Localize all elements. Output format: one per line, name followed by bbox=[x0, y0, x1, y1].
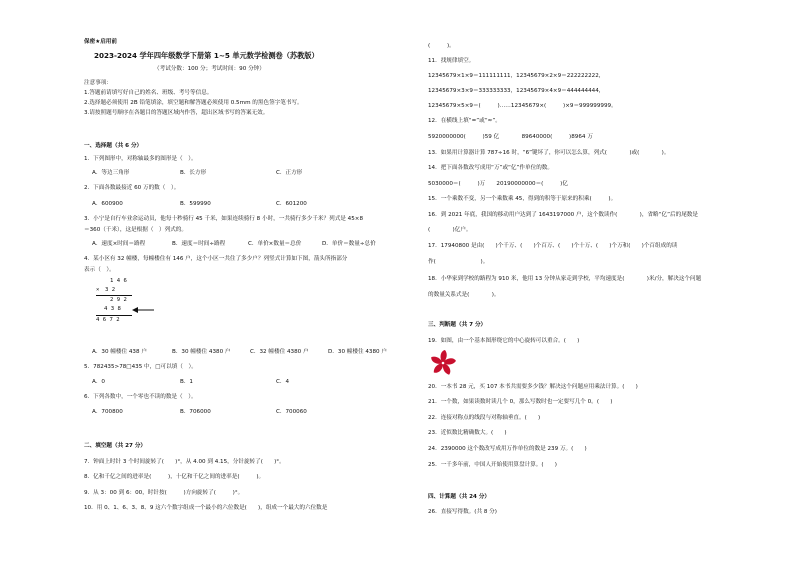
exam-info: （考试分数：100 分；考试时间：90 分钟） bbox=[154, 66, 265, 72]
question-23: 23．近似数比精确数大。( ) bbox=[428, 430, 507, 436]
question-22: 22．连接对称点的线段与对称轴垂直。( ) bbox=[428, 415, 541, 421]
rotated-petal-figure-icon bbox=[428, 348, 458, 378]
question-1: 1．下列图形中，对称轴最多的图形是（ ）。 bbox=[84, 156, 197, 162]
q6-option-b: B．706000 bbox=[180, 409, 211, 415]
question-12: 12．在横线上填“=”或“≈”。 bbox=[428, 118, 501, 124]
question-6: 6．下列各数中，一个零也不读的数是（ ）。 bbox=[84, 394, 197, 400]
section-2-heading: 二、填空题（共 27 分） bbox=[84, 443, 147, 449]
question-19: 19．如图，由一个基本图形绕它的中心旋转可以重合。( ) bbox=[428, 338, 580, 344]
q11-line-1: 12345679×1×9＝111111111，12345679×2×9＝222222222， bbox=[428, 73, 605, 79]
question-4-line-1: 4．某小区有 32 幢楼，每幢楼住有 146 户，这个小区一共住了多少户？列竖式计算如下图，箭头所指部分 bbox=[84, 256, 348, 262]
section-4-heading: 四、计算题（共 24 分） bbox=[428, 494, 491, 500]
question-2: 2．下面各数最接近 60 万的数（ ）。 bbox=[84, 185, 180, 191]
q1-option-b: B．长方形 bbox=[180, 170, 207, 176]
section-3-heading: 三、判断题（共 7 分） bbox=[428, 322, 487, 328]
q2-option-b: B．599990 bbox=[180, 201, 211, 207]
q11-line-2: 12345679×3×9＝333333333，12345679×4×9＝444444444， bbox=[428, 88, 605, 94]
q12-line-1: 5920000000( )59 亿 89640000( )8964 万 bbox=[428, 134, 593, 140]
q3-option-a: A．速度×时间＝路程 bbox=[92, 241, 146, 247]
calc-rule-2 bbox=[96, 315, 132, 316]
notice-heading: 注意事项： bbox=[84, 80, 112, 86]
question-4-line-2: 表示（ ）。 bbox=[84, 267, 115, 273]
arrow-left-icon bbox=[132, 306, 154, 314]
q18-line-2: 的数量关系式是( )。 bbox=[428, 292, 500, 298]
q10-continuation: ( )。 bbox=[428, 43, 455, 49]
page-title: 2023-2024 学年四年级数学下册第 1~5 单元数学检测卷（苏教版） bbox=[94, 51, 319, 60]
calc-product: 4 6 7 2 bbox=[96, 317, 120, 323]
notice-3: 3.请按照题号顺序在各题目的答题区域内作答，超出区域书写的答案无效。 bbox=[84, 110, 269, 116]
question-26: 26．直接写得数。(共 8 分) bbox=[428, 509, 497, 515]
q6-option-c: C．700060 bbox=[276, 409, 307, 415]
question-3-line-2: ＝360（千米），这是根据（ ）列式的。 bbox=[84, 227, 187, 233]
notice-1: 1.答题前请填写好自己的姓名、班级、考号等信息。 bbox=[84, 90, 213, 96]
question-24: 24．2390000 这个数改写成用万作单位的数是 239 万。( ) bbox=[428, 446, 587, 452]
question-5: 5．782435>78□435 中，□可以填（ ）。 bbox=[84, 364, 197, 370]
calc-multiplier: × 3 2 bbox=[96, 287, 116, 293]
calc-multiplicand: 1 4 6 bbox=[110, 278, 127, 284]
question-10: 10．用 0、1、6、3、8、9 这六个数字组成一个最小的六位数是( )，组成一个最大的六位数是 bbox=[84, 505, 328, 511]
q2-option-a: A．600900 bbox=[92, 201, 123, 207]
q1-option-a: A．等边三角形 bbox=[92, 170, 130, 176]
q3-option-d: D．单价＝数量÷总价 bbox=[322, 241, 376, 247]
question-14: 14．把下面各数改写成用“万”或“亿”作单位的数。 bbox=[428, 165, 553, 171]
question-8: 8．亿和千亿之间的进率是( )，十亿和千亿之间的进率是( )。 bbox=[84, 474, 265, 480]
section-1-heading: 一、选择题（共 6 分） bbox=[84, 143, 143, 149]
calc-rule-1 bbox=[96, 295, 132, 296]
q3-option-c: C．单价×数量＝总价 bbox=[248, 241, 302, 247]
question-18: 18．小华家到学校的路程为 910 米，他用 13 分钟从家走到学校，平均速度是( )米/分，解决这个问题 bbox=[428, 276, 702, 282]
q4-option-b: B．30 幢楼住 4380 户 bbox=[172, 349, 231, 355]
question-25: 25．一千多年前，中国人开始使用算盘计算。( ) bbox=[428, 462, 557, 468]
q4-option-c: C．32 幢楼住 4380 户 bbox=[250, 349, 309, 355]
calc-partial-2: 4 3 8 bbox=[104, 306, 121, 312]
q4-option-d: D．30 幢楼住 4380 户 bbox=[328, 349, 387, 355]
question-11: 11．找规律填空。 bbox=[428, 58, 475, 64]
multiplication-calculation bbox=[94, 278, 154, 336]
q5-option-c: C．4 bbox=[276, 379, 290, 385]
question-16: 16．到 2021 年底，我国的移动用户达到了 1643197000 户，这个数读作( )，省略“亿”后的尾数是 bbox=[428, 212, 698, 218]
q1-option-c: C．正方形 bbox=[276, 170, 303, 176]
calc-partial-1: 2 9 2 bbox=[110, 297, 127, 303]
secret-label: 保密★启用前 bbox=[84, 39, 117, 45]
question-20: 20．一本书 28 元，买 107 本书共需要多少钱？解决这个问题应用乘法计算。( ) bbox=[428, 384, 638, 390]
q5-option-b: B．1 bbox=[180, 379, 193, 385]
q3-option-b: B．速度＝时间÷路程 bbox=[172, 241, 226, 247]
question-17: 17．17940800 是由( )个千万、( )个百万、( )个十万、( )个万和( )个百组成的读 bbox=[428, 243, 678, 249]
question-7: 7．钟面上时针 3 个时间旋转了( )°，从 4.00 到 4.15，分针旋转了( )°。 bbox=[84, 459, 285, 465]
q17-line-2: 作( )。 bbox=[428, 259, 489, 265]
question-13: 13．如果用计算器计算 787÷16 时，“6”键坏了，你可以怎么算，列式( )或( )。 bbox=[428, 150, 670, 156]
q5-option-a: A．0 bbox=[92, 379, 105, 385]
q14-line-1: 5030000＝( )万 20190000000＝( )亿 bbox=[428, 181, 568, 187]
question-15: 15．一个乘数不变，另一个乘数乘 45，得到的积等于原来的积乘( )。 bbox=[428, 196, 617, 202]
q4-option-a: A．30 幢楼住 438 户 bbox=[92, 349, 147, 355]
question-21: 21．一个数，如果读数时读几个 0，那么写数时也一定要写几个 0。( ) bbox=[428, 399, 613, 405]
notice-2: 2.选择题必须使用 2B 铅笔填涂，填空题和解答题必须使用 0.5mm 的黑色签字笔书写。 bbox=[84, 100, 303, 106]
question-3-line-1: 3．小宁是自行车业余运动员，他每十秒骑行 45 千米，如果连续骑行 8 小时，一共骑行多少千米？列式是 45×8 bbox=[84, 216, 364, 222]
q2-option-c: C．601200 bbox=[276, 201, 307, 207]
question-9: 9．从 3：00 到 6：00，时针按( )方向旋转了( )°。 bbox=[84, 490, 244, 496]
q6-option-a: A．700800 bbox=[92, 409, 123, 415]
q11-line-3: 12345679×5×9＝( )……12345679×( )×9＝999999999。 bbox=[428, 103, 617, 109]
q16-line-2: ( )亿户。 bbox=[428, 227, 472, 233]
